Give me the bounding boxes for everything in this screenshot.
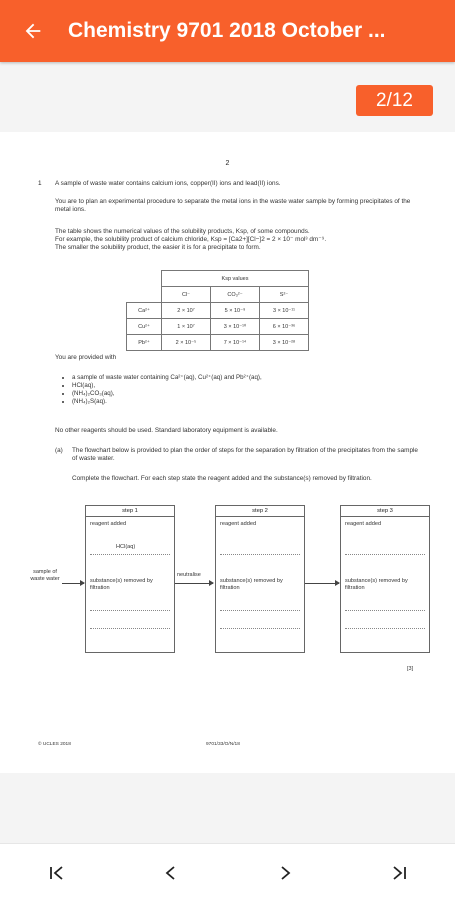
step-1-box [85, 505, 175, 653]
table-row [127, 335, 309, 351]
plan-text: You are to plan an experimental procedure to separate the metal ions in the waste water sample by forming precipitates of the metal ions. [55, 198, 411, 213]
table-cell: 1 × 10⁷ [162, 319, 211, 335]
reagent-label: reagent added [345, 521, 382, 527]
table-cell: 3 × 10⁻²⁸ [260, 335, 309, 351]
substance-label: substance(s) removed by filtration [90, 578, 153, 591]
ksp-table-header: Ksp values [162, 271, 309, 287]
col-header: Cl⁻ [162, 287, 211, 303]
row-ion: Pb²⁺ [127, 335, 162, 351]
complete-instruction: Complete the flowchart. For each step state the reagent added and the substance(s) removed by filtration. [72, 475, 372, 482]
substance-label: substance(s) removed by filtration [220, 578, 283, 591]
col-header: S²⁻ [260, 287, 309, 303]
arrow-neutralise [175, 583, 213, 584]
step-title: step 3 [341, 506, 429, 517]
row-ion: Cu²⁺ [127, 319, 162, 335]
list-item: • HCl(aq), [72, 382, 262, 390]
row-ion: Ca²⁺ [127, 303, 162, 319]
first-page-icon[interactable] [42, 858, 72, 888]
bottom-navigation [0, 843, 455, 901]
ksp-table [126, 270, 309, 351]
footer-code: 9701/33/O/N/18 [206, 742, 240, 747]
page-number: 2 [225, 160, 230, 167]
table-cell: 7 × 10⁻¹⁴ [211, 335, 260, 351]
document-title: Chemistry 9701 2018 October ... [68, 19, 386, 42]
step-title: step 2 [216, 506, 304, 517]
neutralise-label: neutralise [177, 572, 201, 578]
table-cell: 2 × 10⁻⁵ [162, 335, 211, 351]
question-number: 1 [38, 180, 42, 187]
part-a-text: The flowchart below is provided to plan the order of steps for the separation by filtration of the precipitates from the sample of waste water. [72, 447, 418, 462]
list-item: • a sample of waste water containing Ca²⁺(aq), Cu²⁺(aq) and Pb²⁺(aq), [72, 374, 262, 382]
provided-list [60, 374, 262, 406]
step-2-box [215, 505, 305, 653]
step-title: step 1 [86, 506, 174, 517]
step-3-box [340, 505, 430, 653]
table-cell: 3 × 10⁻¹¹ [260, 303, 309, 319]
table-cell: 3 × 10⁻¹⁰ [211, 319, 260, 335]
arrow-into-step1 [62, 583, 84, 584]
document-page[interactable] [0, 132, 455, 773]
ksp-line-2: For example, the solubility product of calcium chloride, Ksp = [Ca2+][Cl−]2 = 2 × 10⁻ mol³ dm⁻⁹. [55, 236, 327, 243]
back-arrow-icon[interactable] [18, 16, 48, 46]
col-header: CO₃²⁻ [211, 287, 260, 303]
part-a-label: (a) [55, 447, 63, 454]
last-page-icon[interactable] [384, 858, 414, 888]
table-cell: 2 × 10⁷ [162, 303, 211, 319]
intro-text: A sample of waste water contains calcium ions, copper(II) ions and lead(II) ions. [55, 180, 281, 187]
table-cell: 6 × 10⁻³⁶ [260, 319, 309, 335]
table-cell: 5 × 10⁻⁹ [211, 303, 260, 319]
reagent-label: reagent added [220, 521, 257, 527]
next-page-icon[interactable] [270, 858, 300, 888]
ksp-line-1: The table shows the numerical values of the solubility products, Ksp, of some compounds. [55, 228, 310, 235]
marks: [3] [407, 666, 414, 672]
footer-copyright: © UCLES 2018 [38, 742, 71, 747]
app-bar [0, 0, 455, 62]
table-row [127, 303, 309, 319]
reagent-value: HCl(aq) [116, 544, 136, 550]
page-indicator-badge: 2/12 [356, 85, 433, 116]
previous-page-icon[interactable] [156, 858, 186, 888]
sample-label: sample of waste water [30, 569, 60, 582]
arrow-step2-to-step3 [305, 583, 339, 584]
table-row [127, 319, 309, 335]
list-item: • (NH₄)₂CO₃(aq), [72, 390, 262, 398]
list-item: • (NH₄)₂S(aq). [72, 398, 262, 406]
reagent-label: reagent added [90, 521, 127, 527]
substance-label: substance(s) removed by filtration [345, 578, 408, 591]
ksp-line-3: The smaller the solubility product, the easier it is for a precipitate to form. [55, 244, 261, 251]
no-other-reagents: No other reagents should be used. Standard laboratory equipment is available. [55, 427, 278, 434]
provided-heading: You are provided with [55, 354, 117, 361]
